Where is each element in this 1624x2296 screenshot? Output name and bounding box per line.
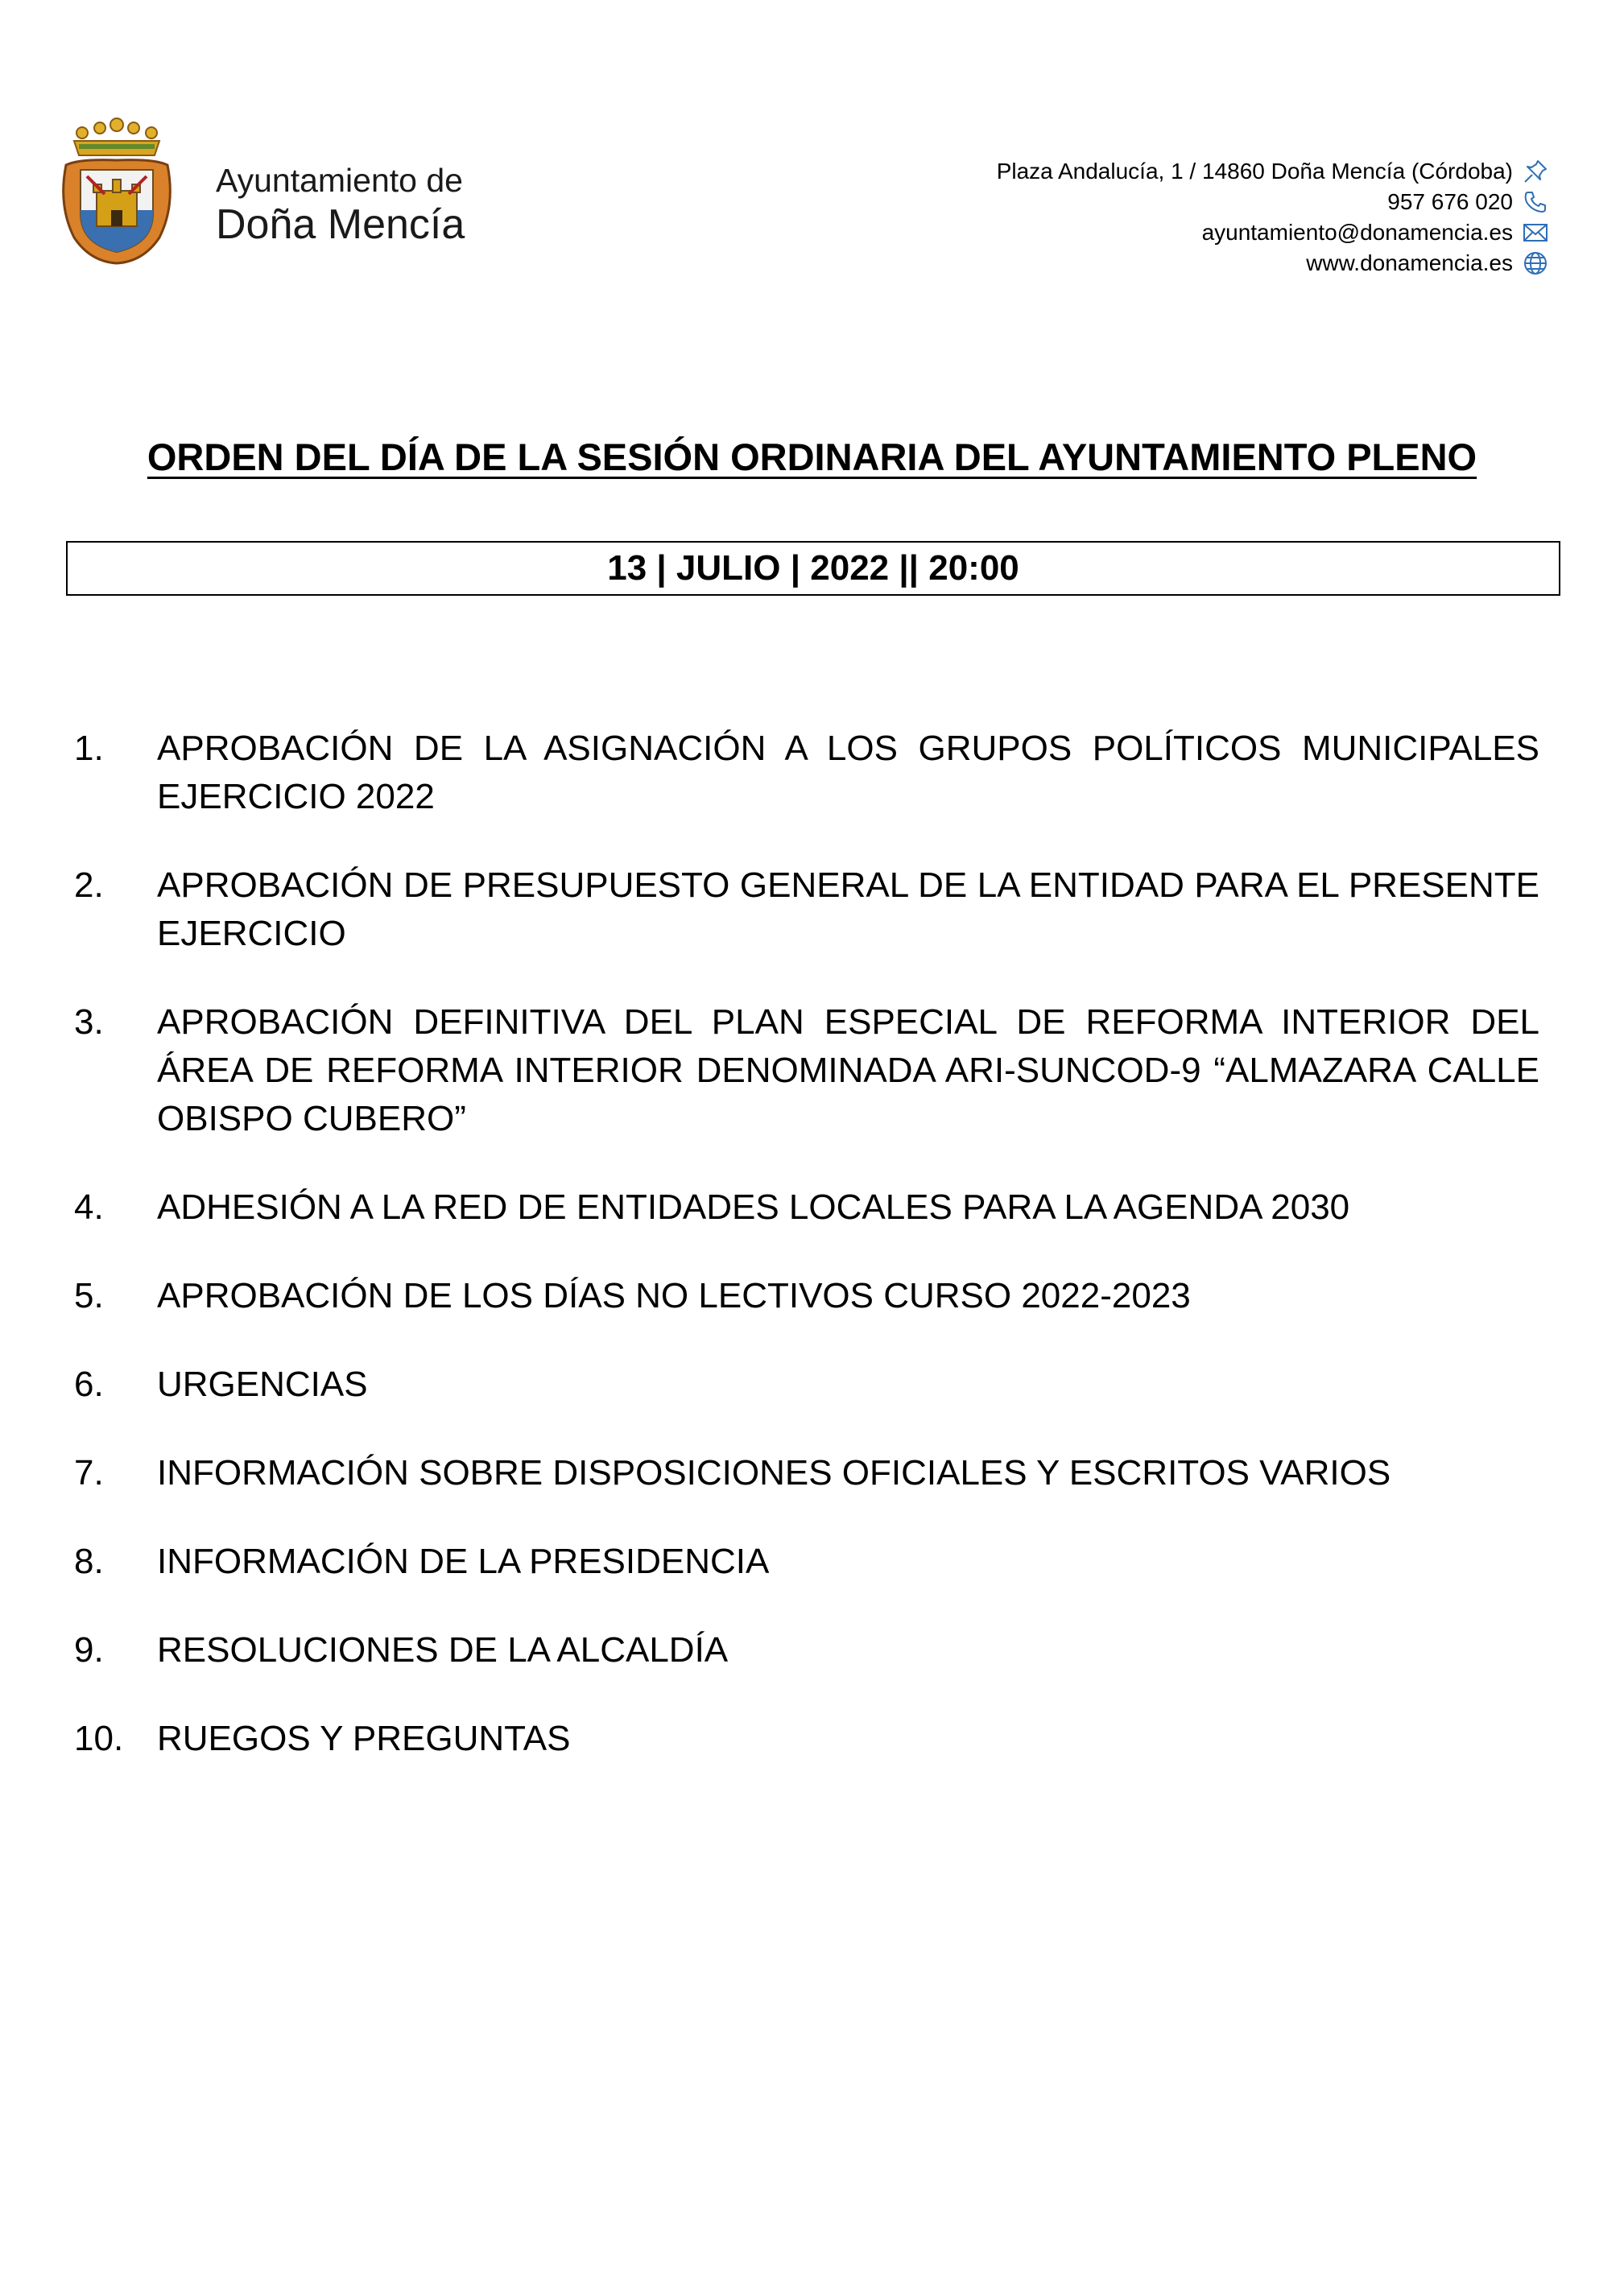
agenda-item-number: 10. (74, 1719, 124, 1758)
mail-icon (1521, 219, 1550, 246)
agenda-item-text: APROBACIÓN DE LOS DÍAS NO LECTIVOS CURSO 2022-2023 (157, 1276, 1191, 1315)
agenda-item-text: APROBACIÓN DEFINITIVA DEL PLAN ESPECIAL DE REFORMA INTERIOR DEL ÁREA DE REFORMA INTERIOR DENOMINADA ARI-SUNCOD-9 “ALMAZARA CALLE OBISPO CUBERO” (157, 1002, 1539, 1138)
agenda-item-number: 7. (74, 1453, 104, 1493)
agenda-item-text: APROBACIÓN DE LA ASIGNACIÓN A LOS GRUPOS POLÍTICOS MUNICIPALES EJERCICIO 2022 (157, 729, 1539, 816)
agenda-item-text: INFORMACIÓN SOBRE DISPOSICIONES OFICIALES Y ESCRITOS VARIOS (157, 1453, 1391, 1493)
agenda-item-text: ADHESIÓN A LA RED DE ENTIDADES LOCALES PARA LA AGENDA 2030 (157, 1187, 1350, 1227)
agenda-item-text: APROBACIÓN DE PRESUPUESTO GENERAL DE LA ENTIDAD PARA EL PRESENTE EJERCICIO (157, 865, 1539, 953)
agenda-item (74, 1715, 1539, 1763)
pin-icon (1521, 158, 1550, 185)
agenda-item-number: 1. (74, 729, 104, 768)
agenda-item (74, 1538, 1539, 1586)
contact-email (997, 217, 1550, 248)
email-text: ayuntamiento@donamencia.es (1201, 220, 1513, 245)
contact-phone (997, 187, 1550, 217)
agenda-item-text: URGENCIAS (157, 1365, 368, 1404)
contact-website (997, 248, 1550, 279)
agenda-item-number: 6. (74, 1365, 104, 1404)
agenda-item (74, 1272, 1539, 1320)
org-name-line1: Ayuntamiento de (216, 162, 463, 199)
agenda-item (74, 861, 1539, 958)
phone-icon (1521, 188, 1550, 216)
agenda-item (74, 1449, 1539, 1497)
phone-text: 957 676 020 (1387, 189, 1513, 214)
website-text: www.donamencia.es (1306, 250, 1513, 275)
agenda-item (74, 725, 1539, 821)
agenda-item-number: 4. (74, 1187, 104, 1227)
agenda-item-number: 3. (74, 1002, 104, 1042)
org-name-line2: Doña Mencía (216, 201, 465, 248)
agenda-item-number: 2. (74, 865, 104, 905)
document-title: ORDEN DEL DÍA DE LA SESIÓN ORDINARIA DEL AYUNTAMIENTO PLENO (147, 436, 1477, 478)
address-text: Plaza Andalucía, 1 / 14860 Doña Mencía (Córdoba) (996, 159, 1513, 184)
agenda-item (74, 1183, 1539, 1232)
agenda-item-number: 8. (74, 1542, 104, 1581)
globe-icon (1521, 250, 1550, 277)
contact-address (997, 156, 1550, 187)
agenda-item-text: INFORMACIÓN DE LA PRESIDENCIA (157, 1542, 770, 1581)
coat-of-arms-logo (58, 117, 176, 266)
agenda-item-number: 5. (74, 1276, 104, 1315)
organization-name (216, 161, 465, 250)
session-date-box (66, 541, 1560, 596)
agenda-item (74, 1626, 1539, 1675)
agenda-item (74, 1361, 1539, 1409)
session-date: 13 | JULIO | 2022 || 20:00 (607, 548, 1019, 588)
contact-block (997, 156, 1550, 279)
agenda-item-text: RUEGOS Y PREGUNTAS (157, 1719, 571, 1758)
agenda-item-number: 9. (74, 1630, 104, 1670)
agenda-item (74, 998, 1539, 1143)
agenda-item-text: RESOLUCIONES DE LA ALCALDÍA (157, 1630, 729, 1670)
agenda-list (74, 725, 1539, 1803)
